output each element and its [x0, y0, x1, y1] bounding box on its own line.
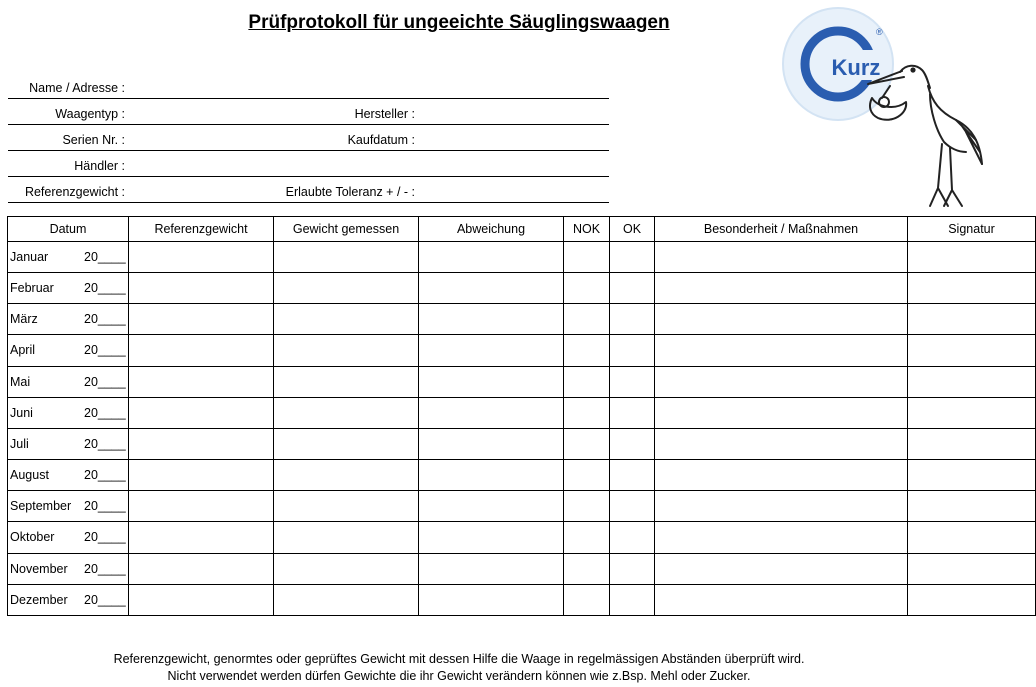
gewicht-gemessen-cell[interactable] [274, 273, 419, 304]
name-address-row[interactable] [8, 78, 609, 99]
besonderheit-cell[interactable] [655, 397, 908, 428]
table-row [8, 491, 1036, 522]
besonderheit-cell[interactable] [655, 304, 908, 335]
nok-cell[interactable] [564, 584, 610, 615]
signatur-cell[interactable] [908, 242, 1036, 273]
nok-cell[interactable] [564, 335, 610, 366]
header-ok: OK [610, 217, 655, 242]
gewicht-gemessen-cell[interactable] [274, 242, 419, 273]
gewicht-gemessen-cell[interactable] [274, 428, 419, 459]
year-blank[interactable]: 20____ [84, 374, 126, 389]
header-gewicht-gemessen: Gewicht gemessen [274, 217, 419, 242]
date-cell[interactable] [8, 397, 129, 428]
header-abweichung: Abweichung [419, 217, 564, 242]
nok-cell[interactable] [564, 460, 610, 491]
serial-number-label: Serien Nr. : [62, 133, 125, 147]
month-name: Februar [10, 281, 54, 296]
inspection-table [7, 216, 1036, 616]
year-blank[interactable]: 20____ [84, 250, 126, 264]
date-cell[interactable] [8, 584, 129, 615]
year-blank[interactable]: 20____ [84, 343, 126, 358]
header-nok: NOK [564, 217, 610, 242]
logo-registered-mark: ® [876, 27, 883, 37]
besonderheit-cell[interactable] [655, 522, 908, 553]
nok-cell[interactable] [564, 304, 610, 335]
abweichung-cell[interactable] [419, 397, 564, 428]
ok-cell[interactable] [610, 242, 655, 273]
month-name: August [10, 468, 49, 483]
referenzgewicht-cell[interactable] [129, 397, 274, 428]
referenzgewicht-cell[interactable] [129, 491, 274, 522]
nok-cell[interactable] [564, 366, 610, 397]
abweichung-cell[interactable] [419, 491, 564, 522]
signatur-cell[interactable] [908, 273, 1036, 304]
scale-type-label: Waagentyp : [55, 107, 125, 121]
date-cell[interactable] [8, 273, 129, 304]
signatur-cell[interactable] [908, 335, 1036, 366]
signatur-cell[interactable] [908, 397, 1036, 428]
table-row [8, 273, 1036, 304]
month-name: Dezember [10, 592, 68, 607]
abweichung-cell[interactable] [419, 366, 564, 397]
signatur-cell[interactable] [908, 304, 1036, 335]
besonderheit-cell[interactable] [655, 584, 908, 615]
date-cell[interactable] [8, 460, 129, 491]
abweichung-cell[interactable] [419, 242, 564, 273]
referenzgewicht-cell[interactable] [129, 553, 274, 584]
besonderheit-cell[interactable] [655, 335, 908, 366]
nok-cell[interactable] [564, 242, 610, 273]
abweichung-cell[interactable] [419, 335, 564, 366]
year-blank[interactable]: 20____ [84, 530, 126, 545]
referenzgewicht-cell[interactable] [129, 273, 274, 304]
kurz-stork-logo [780, 2, 1030, 212]
header-besonderheit: Besonderheit / Maßnahmen [655, 217, 908, 242]
referenzgewicht-cell[interactable] [129, 460, 274, 491]
table-row [8, 242, 1036, 273]
date-cell[interactable] [8, 242, 129, 273]
date-cell[interactable] [8, 428, 129, 459]
signatur-cell[interactable] [908, 522, 1036, 553]
month-name: Januar [10, 250, 49, 264]
abweichung-cell[interactable] [419, 553, 564, 584]
month-name: April [10, 343, 36, 358]
gewicht-gemessen-cell[interactable] [274, 304, 419, 335]
nok-cell[interactable] [564, 491, 610, 522]
gewicht-gemessen-cell[interactable] [274, 522, 419, 553]
ok-cell[interactable] [610, 335, 655, 366]
besonderheit-cell[interactable] [655, 366, 908, 397]
table-row [8, 428, 1036, 459]
ok-cell[interactable] [610, 522, 655, 553]
ok-cell[interactable] [610, 397, 655, 428]
besonderheit-cell[interactable] [655, 460, 908, 491]
header-datum: Datum [8, 217, 129, 242]
logo-text: Kurz [831, 55, 881, 80]
abweichung-cell[interactable] [419, 304, 564, 335]
name-address-label: Name / Adresse : [29, 81, 125, 95]
table-row [8, 553, 1036, 584]
gewicht-gemessen-cell[interactable] [274, 397, 419, 428]
signatur-cell[interactable] [908, 428, 1036, 459]
table-row [8, 304, 1036, 335]
year-blank[interactable]: 20____ [84, 592, 126, 607]
table-header-row [8, 217, 1036, 242]
abweichung-cell[interactable] [419, 584, 564, 615]
ok-cell[interactable] [610, 584, 655, 615]
date-cell[interactable] [8, 304, 129, 335]
gewicht-gemessen-cell[interactable] [274, 584, 419, 615]
besonderheit-cell[interactable] [655, 273, 908, 304]
referenzgewicht-cell[interactable] [129, 304, 274, 335]
footer-note-1: Referenzgewicht, genormtes oder geprüftes Gewicht mit dessen Hilfe die Waage in regelmässigen Abständen überprüft wird. [113, 652, 805, 666]
year-blank[interactable]: 20____ [84, 312, 126, 327]
gewicht-gemessen-cell[interactable] [274, 460, 419, 491]
ok-cell[interactable] [610, 460, 655, 491]
year-blank[interactable]: 20____ [84, 499, 126, 514]
ok-cell[interactable] [610, 428, 655, 459]
referenzgewicht-cell[interactable] [129, 522, 274, 553]
gewicht-gemessen-cell[interactable] [274, 491, 419, 522]
ok-cell[interactable] [610, 366, 655, 397]
besonderheit-cell[interactable] [655, 491, 908, 522]
date-cell[interactable] [8, 522, 129, 553]
abweichung-cell[interactable] [419, 460, 564, 491]
reference-weight-label: Referenzgewicht : [24, 185, 125, 199]
signatur-cell[interactable] [908, 366, 1036, 397]
table-row [8, 584, 1036, 615]
referenzgewicht-cell[interactable] [129, 366, 274, 397]
signatur-cell[interactable] [908, 584, 1036, 615]
purchase-date-label: Kaufdatum : [347, 133, 415, 147]
gewicht-gemessen-cell[interactable] [274, 553, 419, 584]
table-row [8, 335, 1036, 366]
year-blank[interactable]: 20____ [84, 561, 126, 576]
signatur-cell[interactable] [908, 460, 1036, 491]
dealer-label: Händler : [74, 159, 125, 173]
table-row [8, 522, 1036, 553]
month-name: Oktober [10, 530, 55, 545]
month-name: März [10, 312, 38, 327]
tolerance-label: Erlaubte Toleranz + / - : [285, 185, 415, 199]
date-cell[interactable] [8, 366, 129, 397]
month-name: September [10, 499, 72, 514]
month-name: November [10, 561, 68, 576]
gewicht-gemessen-cell[interactable] [274, 335, 419, 366]
date-cell[interactable] [8, 491, 129, 522]
year-blank[interactable]: 20____ [84, 468, 126, 483]
nok-cell[interactable] [564, 522, 610, 553]
date-cell[interactable] [8, 553, 129, 584]
besonderheit-cell[interactable] [655, 242, 908, 273]
nok-cell[interactable] [564, 397, 610, 428]
besonderheit-cell[interactable] [655, 428, 908, 459]
header-referenzgewicht: Referenzgewicht [129, 217, 274, 242]
gewicht-gemessen-cell[interactable] [274, 366, 419, 397]
year-blank[interactable]: 20____ [84, 281, 126, 296]
footer-note-2: Nicht verwendet werden dürfen Gewichte die ihr Gewicht verändern können wie z.Bsp. Mehl oder Zucker. [167, 669, 751, 683]
signatur-cell[interactable] [908, 491, 1036, 522]
ok-cell[interactable] [610, 553, 655, 584]
referenzgewicht-cell[interactable] [129, 242, 274, 273]
reference-weight-row[interactable] [8, 182, 609, 203]
abweichung-cell[interactable] [419, 522, 564, 553]
nok-cell[interactable] [564, 273, 610, 304]
manufacturer-label: Hersteller : [354, 107, 415, 121]
year-blank[interactable]: 20____ [84, 405, 126, 420]
ok-cell[interactable] [610, 273, 655, 304]
header-signatur: Signatur [908, 217, 1036, 242]
referenzgewicht-cell[interactable] [129, 584, 274, 615]
nok-cell[interactable] [564, 428, 610, 459]
besonderheit-cell[interactable] [655, 553, 908, 584]
abweichung-cell[interactable] [419, 273, 564, 304]
table-row [8, 460, 1036, 491]
serial-number-row[interactable] [8, 130, 609, 151]
ok-cell[interactable] [610, 491, 655, 522]
referenzgewicht-cell[interactable] [129, 335, 274, 366]
ok-cell[interactable] [610, 304, 655, 335]
month-name: Juli [10, 436, 29, 451]
table-row [8, 397, 1036, 428]
scale-type-row[interactable] [8, 104, 609, 125]
date-cell[interactable] [8, 335, 129, 366]
referenzgewicht-cell[interactable] [129, 428, 274, 459]
year-blank[interactable]: 20____ [84, 436, 126, 451]
month-name: Juni [10, 405, 33, 420]
page-title: Prüfprotokoll für ungeeichte Säuglingswaagen [248, 12, 670, 33]
dealer-row[interactable] [8, 156, 609, 177]
abweichung-cell[interactable] [419, 428, 564, 459]
table-row [8, 366, 1036, 397]
month-name: Mai [10, 374, 31, 389]
nok-cell[interactable] [564, 553, 610, 584]
signatur-cell[interactable] [908, 553, 1036, 584]
